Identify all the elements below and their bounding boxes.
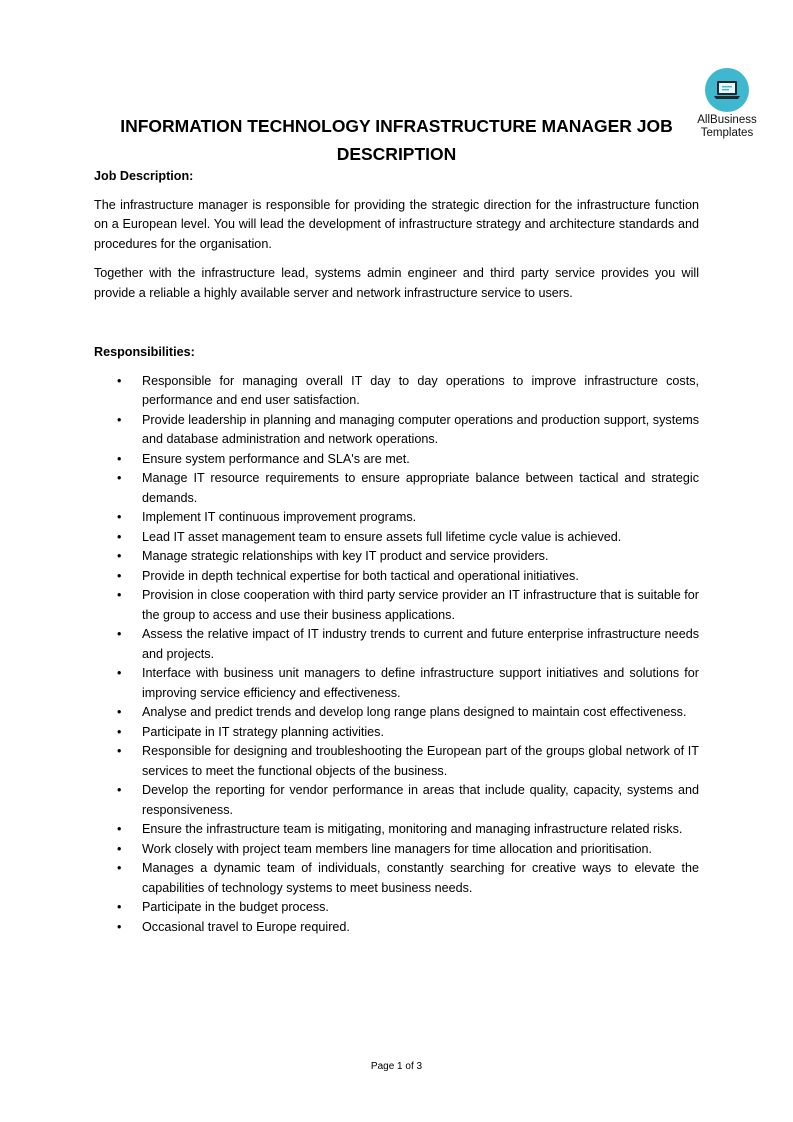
bullet: • <box>117 783 122 797</box>
responsibility-text: Assess the relative impact of IT industry trends to current and future enterprise infrastructure needs and projects. <box>142 627 699 661</box>
document-body <box>94 167 699 937</box>
responsibility-item <box>94 723 699 743</box>
responsibility-item <box>94 411 699 450</box>
responsibility-item <box>94 567 699 587</box>
responsibility-item <box>94 586 699 625</box>
laptop-icon <box>705 68 749 112</box>
bullet: • <box>117 529 122 544</box>
responsibility-item <box>94 840 699 860</box>
responsibility-item <box>94 469 699 508</box>
responsibility-text: Develop the reporting for vendor performance in areas that include quality, capacity, systems and responsiveness. <box>142 783 699 817</box>
responsibility-text: Provision in close cooperation with third party service provider an IT infrastructure that is suitable for the group to access and use their business applications. <box>142 588 699 622</box>
responsibility-text: Manage IT resource requirements to ensure appropriate balance between tactical and strategic demands. <box>142 471 699 505</box>
bullet: • <box>117 900 122 914</box>
responsibility-text: Participate in IT strategy planning activities. <box>142 724 384 739</box>
bullet: • <box>117 841 122 856</box>
responsibility-text: Ensure system performance and SLA's are met. <box>142 451 410 466</box>
responsibilities-heading: Responsibilities: <box>94 345 195 359</box>
page-number: Page 1 of 3 <box>370 1061 423 1072</box>
responsibility-text: Manage strategic relationships with key IT product and service providers. <box>142 549 549 563</box>
responsibility-item <box>94 664 699 703</box>
responsibility-text: Lead IT asset management team to ensure assets full lifetime cycle value is achieved. <box>142 529 622 544</box>
responsibility-text: Implement IT continuous improvement programs. <box>142 510 417 524</box>
responsibility-text: Responsible for managing overall IT day to day operations to improve infrastructure costs, performance and end user satisfaction. <box>142 373 699 407</box>
responsibility-item <box>94 528 699 548</box>
job-description-paragraph-1: The infrastructure manager is responsible for providing the strategic direction for the infrastructure function on a European level. You will lead the development of infrastructure strategy and architecture standards and procedures for the organisation. <box>94 197 699 251</box>
bullet: • <box>117 568 122 583</box>
responsibility-item <box>94 372 699 411</box>
job-description-heading: Job Description: <box>94 169 194 183</box>
job-description-paragraph-2: Together with the infrastructure lead, systems admin engineer and third party service provides you will provide a reliable a highly available server and network infrastructure service to users. <box>94 266 699 300</box>
bullet: • <box>117 412 122 427</box>
responsibility-item <box>94 450 699 470</box>
logo-text-line-2: Templates <box>700 126 754 139</box>
responsibility-item <box>94 781 699 820</box>
responsibility-item <box>94 918 699 938</box>
bullet: • <box>117 451 122 466</box>
bullet: • <box>117 666 122 680</box>
responsibility-item <box>94 820 699 840</box>
responsibility-text: Interface with business unit managers to define infrastructure support initiatives and solutions for improving service efficiency and effectiveness. <box>142 666 699 700</box>
bullet: • <box>117 510 122 524</box>
bullet: • <box>117 471 122 485</box>
responsibility-text: Provide leadership in planning and managing computer operations and production support, systems and database administration and network operations. <box>142 412 699 446</box>
responsibility-text: Provide in depth technical expertise for both tactical and operational initiatives. <box>142 568 579 583</box>
responsibility-item <box>94 859 699 898</box>
bullet: • <box>117 861 122 875</box>
responsibility-item <box>94 547 699 567</box>
allbusiness-templates-logo <box>693 68 761 139</box>
bullet: • <box>117 588 122 602</box>
responsibilities-list <box>94 372 699 938</box>
logo-text-line-1: AllBusiness <box>697 114 757 126</box>
responsibility-text: Ensure the infrastructure team is mitigating, monitoring and managing infrastructure related risks. <box>142 822 683 836</box>
responsibility-item <box>94 625 699 664</box>
bullet: • <box>117 705 122 719</box>
responsibility-text: Participate in the budget process. <box>142 900 329 914</box>
responsibility-text: Work closely with project team members line managers for time allocation and prioritisation. <box>142 841 653 856</box>
responsibility-text: Responsible for designing and troubleshooting the European part of the groups global network of IT services to meet the functional objects of the business. <box>142 744 699 778</box>
bullet: • <box>117 373 122 388</box>
responsibility-text: Manages a dynamic team of individuals, constantly searching for creative ways to elevate the capabilities of technology systems to meet business needs. <box>142 861 699 895</box>
responsibility-text: Occasional travel to Europe required. <box>142 919 350 934</box>
bullet: • <box>117 627 122 641</box>
bullet: • <box>117 549 122 563</box>
bullet: • <box>117 822 122 836</box>
logo-text <box>693 114 761 139</box>
bullet: • <box>117 724 122 739</box>
bullet: • <box>117 919 122 934</box>
responsibility-text: Analyse and predict trends and develop long range plans designed to maintain cost effectiveness. <box>142 705 687 719</box>
responsibility-item <box>94 703 699 723</box>
responsibility-item <box>94 898 699 918</box>
section-spacer <box>94 313 699 343</box>
document-title: INFORMATION TECHNOLOGY INFRASTRUCTURE MANAGER JOB DESCRIPTION <box>120 116 673 164</box>
bullet: • <box>117 744 122 758</box>
responsibility-item <box>94 508 699 528</box>
responsibility-item <box>94 742 699 781</box>
